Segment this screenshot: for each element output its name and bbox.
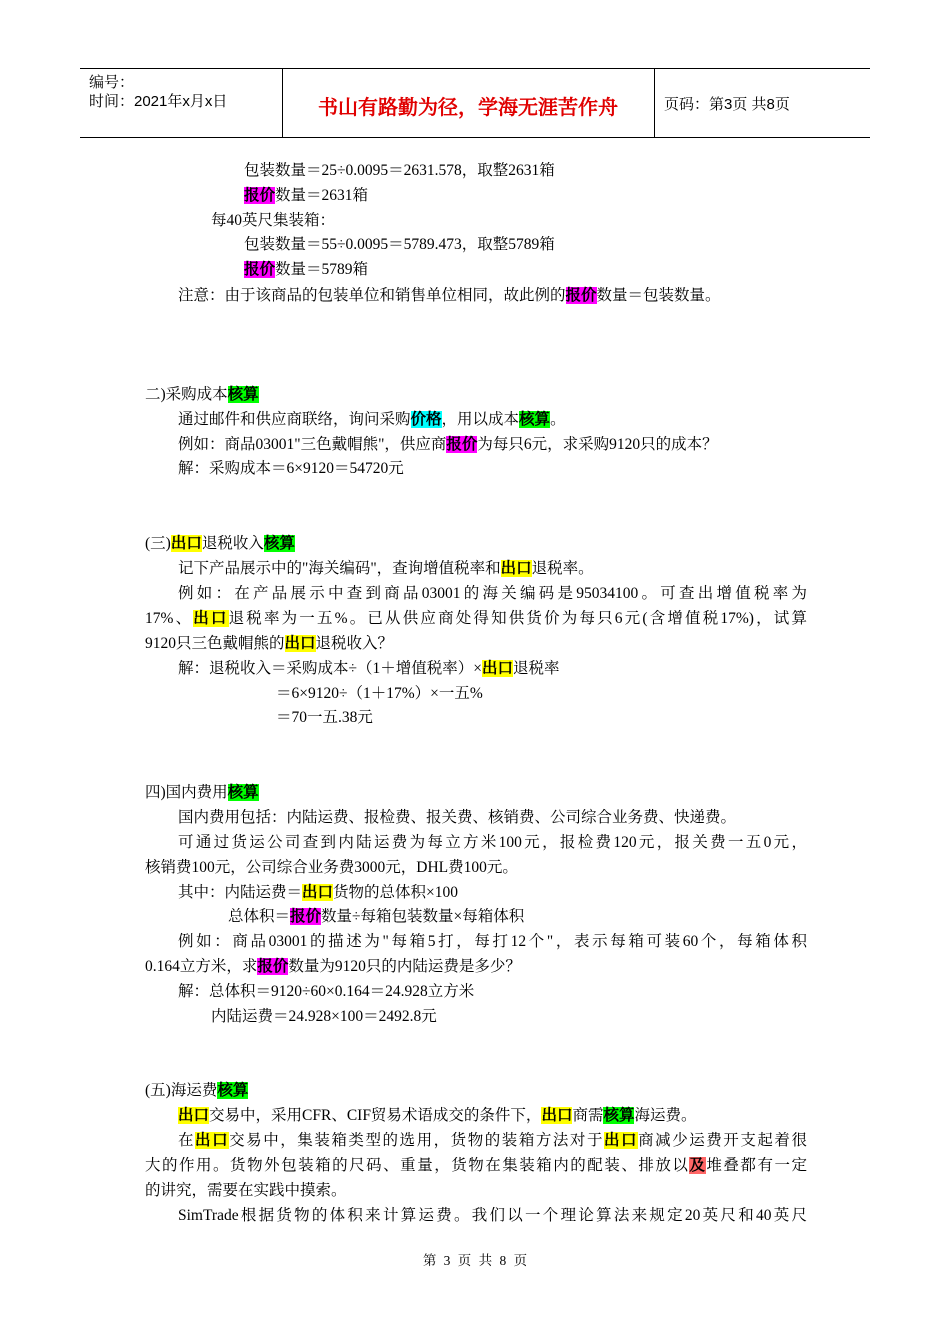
highlighted-term: 核算 xyxy=(227,386,259,403)
code-label: 编号： xyxy=(89,74,135,91)
highlighted-term: 出口 xyxy=(302,884,334,901)
text-line: 例如：商品03001的描述为"每箱5打，每打12个"，表示每箱可装60个，每箱体积 xyxy=(178,933,807,950)
section-heading: (三)出口退税收入核算 xyxy=(145,535,295,552)
highlighted-term: 价格 xyxy=(410,411,442,428)
text-line: SimTrade根据货物的体积来计算运费。我们以一个理论算法来规定20英尺和40英尺 xyxy=(178,1207,807,1224)
text-line: 在出口交易中，集装箱类型的选用，货物的装箱方法对于出口商减少运费开支起着很 xyxy=(178,1132,807,1149)
text-line: 包装数量＝25÷0.0095＝2631.578，取整2631箱 xyxy=(244,162,555,179)
highlighted-term: 核算 xyxy=(263,535,295,552)
highlighted-term: 出口 xyxy=(193,610,229,627)
text-line: 可通过货运公司查到内陆运费为每立方米100元，报检费120元，报关费一五0元， xyxy=(178,834,807,851)
highlighted-term: 核算 xyxy=(603,1107,635,1124)
highlighted-term: 出口 xyxy=(604,1132,639,1149)
highlighted-term: 报价 xyxy=(244,187,276,204)
section-heading: 四)国内费用核算 xyxy=(145,784,259,801)
text-line: 出口交易中，采用CFR、CIF贸易术语成交的条件下，出口商需核算海运费。 xyxy=(178,1107,697,1124)
highlighted-term: 报价 xyxy=(290,908,322,925)
highlighted-term: 出口 xyxy=(170,535,202,552)
text-line: ＝6×9120÷（1＋17%）×一五% xyxy=(276,685,483,702)
text-line: 的讲究，需要在实践中摸索。 xyxy=(145,1182,347,1199)
highlighted-term: 出口 xyxy=(541,1107,573,1124)
text-line: 包装数量＝55÷0.0095＝5789.473，取整5789箱 xyxy=(244,236,555,253)
highlighted-term: 报价 xyxy=(565,287,597,304)
text-line: 大的作用。货物外包装箱的尺码、重量，货物在集装箱内的配装、排放以及堆叠都有一定 xyxy=(145,1157,807,1174)
section-heading: 二)采购成本核算 xyxy=(145,386,259,403)
text-line: 报价数量＝2631箱 xyxy=(244,187,369,204)
header-motto-cell xyxy=(282,69,655,137)
text-line: 国内费用包括：内陆运费、报检费、报关费、核销费、公司综合业务费、快递费。 xyxy=(178,809,737,826)
text-line: 解：总体积＝9120÷60×0.164＝24.928立方米 xyxy=(178,983,475,1000)
highlighted-term: 出口 xyxy=(482,660,514,677)
highlighted-term: 出口 xyxy=(195,1132,230,1149)
text-line: 解：退税收入＝采购成本÷（1＋增值税率）×出口退税率 xyxy=(178,660,560,677)
text-line: 0.164立方米，求报价数量为9120只的内陆运费是多少？ xyxy=(145,958,521,975)
highlighted-term: 出口 xyxy=(284,635,316,652)
time-label: 时间：2021年x月x日 xyxy=(89,93,228,110)
motto: 书山有路勤为径，学海无涯苦作舟 xyxy=(318,97,618,119)
text-line: 其中：内陆运费＝出口货物的总体积×100 xyxy=(178,884,459,901)
highlighted-term: 报价 xyxy=(257,958,289,975)
section-heading: (五)海运费核算 xyxy=(145,1082,249,1099)
highlighted-term: 核算 xyxy=(519,411,551,428)
header-meta-cell xyxy=(80,69,283,137)
highlighted-term: 核算 xyxy=(227,784,259,801)
text-line: ＝70一五.38元 xyxy=(276,709,373,726)
page-info: 页码：第3页 共8页 xyxy=(664,96,790,113)
highlighted-term: 及 xyxy=(689,1157,707,1174)
page-footer: 第 3 页 共 8 页 xyxy=(422,1253,528,1268)
highlighted-term: 核算 xyxy=(217,1082,249,1099)
highlighted-term: 报价 xyxy=(244,261,276,278)
text-line: 解：采购成本＝6×9120＝54720元 xyxy=(178,460,404,477)
text-line: 内陆运费＝24.928×100＝2492.8元 xyxy=(211,1008,437,1025)
text-line: 17%、出口退税率为一五%。已从供应商处得知供货价为每只6元(含增值税17%)，试算 xyxy=(145,610,807,627)
text-line: 每40英尺集装箱： xyxy=(211,212,336,229)
text-line: 9120只三色戴帽熊的出口退税收入？ xyxy=(145,635,394,652)
text-line: 记下产品展示中的"海关编码"，查询增值税率和出口退税率。 xyxy=(178,560,594,577)
text-line: 总体积＝报价数量÷每箱包装数量×每箱体积 xyxy=(228,908,525,925)
text-line: 注意：由于该商品的包装单位和销售单位相同，故此例的报价数量＝包装数量。 xyxy=(178,287,721,304)
text-line: 通过邮件和供应商联络，询问采购价格，用以成本核算。 xyxy=(178,411,566,428)
text-line: 例如：在产品展示中查到商品03001的海关编码是95034100。可查出增值税率为 xyxy=(178,585,807,602)
text-line: 报价数量＝5789箱 xyxy=(244,261,369,278)
header-page-cell xyxy=(655,69,870,137)
text-line: 例如：商品03001"三色戴帽熊"，供应商报价为每只6元，求采购9120只的成本？ xyxy=(178,436,718,453)
page-header xyxy=(80,68,870,138)
highlighted-term: 出口 xyxy=(500,560,532,577)
highlighted-term: 报价 xyxy=(446,436,478,453)
text-line: 核销费100元，公司综合业务费3000元，DHL费100元。 xyxy=(145,859,518,876)
highlighted-term: 出口 xyxy=(178,1107,210,1124)
